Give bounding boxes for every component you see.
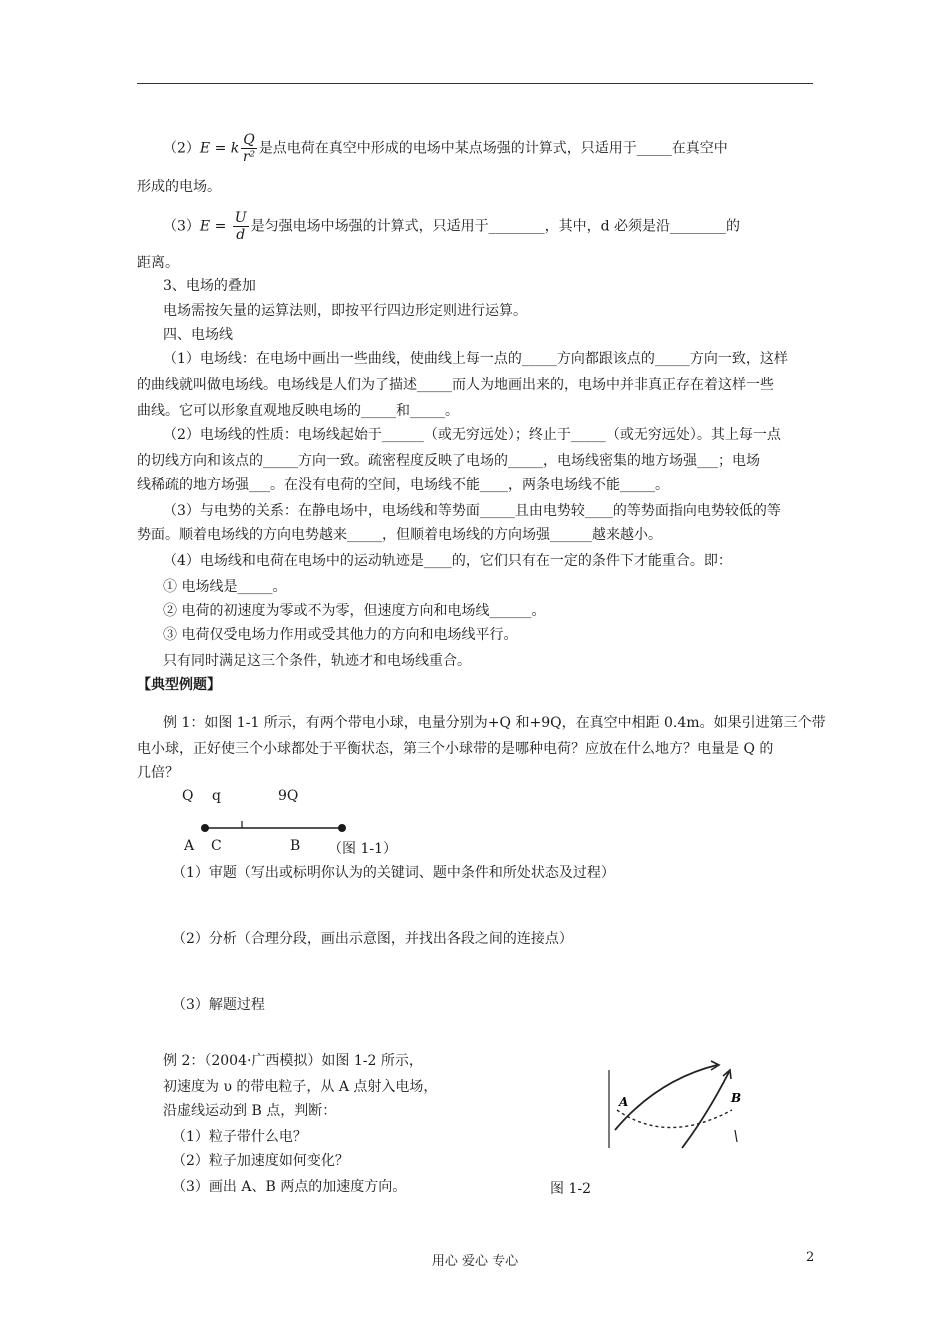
fig11-point-b [338,824,346,832]
p2-line: （2）电场线的性质：电场线起始于______（或无穷远处）；终止于_____（或无穷远处）。其上每一点 [163,427,781,443]
step-3: （3）解题过程 [172,997,265,1013]
example-2-question: （3）画出 A、B 两点的加速度方向。 [172,1179,407,1195]
example-1-line: 例 1：如图 1-1 所示，有两个带电小球，电量分别为+Q 和+9Q，在真空中相距 0.4m。如果引进第三个带 [163,715,826,731]
example-2-line: 初速度为 υ 的带电粒子，从 A 点射入电场， [163,1079,438,1095]
p1-line: 曲线。它可以形象直观地反映电场的_____和_____。 [137,403,459,419]
fig11-label-b: B [290,838,301,854]
formula-2-line [163,132,853,165]
field-line-2 [682,1072,729,1148]
p3-line: 势面。顺着电场线的方向电势越来_____，但顺着电场线的方向场强______越来越小。 [137,527,662,543]
p4-line: （4）电场线和电荷在电场中的运动轨迹是____的，它们只有在一定的条件下才能重合。即： [163,553,732,569]
p1-line: （1）电场线：在电场中画出一些曲线，使曲线上每一点的_____方向都跟该点的_____方向一致，这样 [163,351,788,367]
figure-1-1-diagram [180,818,380,838]
section-4-heading: 四、电场线 [163,327,233,343]
p3-line: （3）与电势的关系：在静电场中，电场线和等势面_____且由电势较____的等势面指向电势较低的等 [163,503,781,519]
fraction-u-over-d: $\frac{U}{d}$ [234,210,247,243]
item-number: （3） [163,218,200,235]
condition-1: ① 电场线是_____。 [163,579,287,595]
fig12-label-b: B [731,1091,742,1105]
example-2-line: 沿虚线运动到 B 点，判断： [163,1103,337,1119]
trajectory-dashed [617,1110,732,1128]
page-number: 2 [806,1250,815,1265]
formula-2-text: 是点电荷在真空中形成的电场中某点场强的计算式，只适用于_____在真空中 [258,140,728,157]
fig11-point-a [201,824,209,832]
fig11-label-9q: 9Q [278,788,299,804]
example-2-line: 例 2：（2004·广西模拟）如图 1-2 所示， [163,1053,423,1069]
fig12-label-a: A [619,1095,629,1109]
fig11-label-q1: Q [182,788,194,804]
formula-3-line [163,210,853,243]
section-3-body: 电场需按矢量的运算法则，即按平行四边形定则进行运算。 [163,303,527,319]
formula-lhs: E [199,218,211,235]
header-rule [137,83,813,84]
p2-line: 线稀疏的地方场强___。在没有电荷的空间，电场线不能____，两条电场线不能_____。 [137,477,669,493]
right-edge-mark [735,1130,737,1142]
footer-text: 用心 爱心 专心 [431,1254,519,1269]
examples-heading: 【典型例题】 [137,677,221,693]
p1-line: 的曲线就叫做电场线。电场线是人们为了描述_____而人为地画出来的，电场中并非真正存在着这样一些 [137,377,774,393]
fig11-caption: （图 1-1） [328,841,397,857]
formula-3-continuation: 距离。 [137,255,179,271]
formula-lhs: E [199,140,211,157]
step-2: （2）分析（合理分段，画出示意图，并找出各段之间的连接点） [172,931,573,947]
example-1-line: 几倍？ [137,765,179,781]
example-1-line: 电小球，正好使三个小球都处于平衡状态，第三个小球带的是哪种电荷？应放在什么地方？电量是 Q 的 [137,741,774,757]
formula-2-continuation: 形成的电场。 [137,179,221,195]
item-number: （2） [163,140,200,157]
fig11-label-a: A [184,838,195,854]
fig11-label-c: C [211,838,222,854]
fraction-q-over-r2: $\frac{Q}{\text{r²}}$ [242,132,256,165]
fig11-label-q: q [212,788,221,804]
section-3-heading: 3、电场的叠加 [163,278,256,294]
example-2-question: （1）粒子带什么电？ [172,1129,307,1145]
formula-eq: = k [210,140,240,157]
example-2-question: （2）粒子加速度如何变化？ [172,1153,349,1169]
condition-3: ③ 电荷仅受电场力作用或受其他力的方向和电场线平行。 [163,627,518,643]
formula-eq: = [210,218,231,235]
step-1: （1）审题（写出或标明你认为的关键词、题中条件和所处状态及过程） [172,865,615,881]
condition-2: ② 电荷的初速度为零或不为零，但速度方向和电场线______。 [163,603,546,619]
conclusion: 只有同时满足这三个条件，轨迹才和电场线重合。 [163,653,471,669]
figure-1-2-diagram [607,1060,753,1152]
p2-line: 的切线方向和该点的_____方向一致。疏密程度反映了电场的_____，电场线密集的地方场强___；电场 [137,453,760,469]
formula-3-text: 是匀强电场中场强的计算式，只适用于________，其中，d 必须是沿________的 [250,218,741,235]
fig12-caption: 图 1-2 [550,1181,591,1197]
